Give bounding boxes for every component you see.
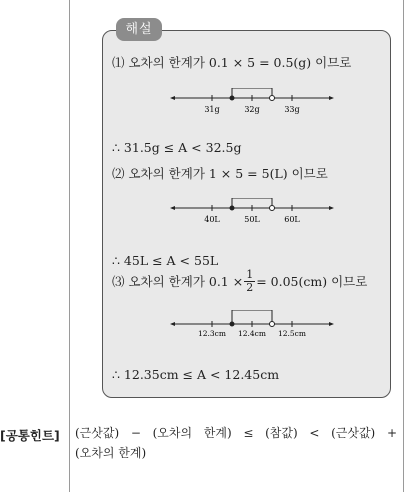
s1-tick-2: 33g <box>284 105 300 114</box>
s3-tick-1: 12.4cm <box>237 329 267 338</box>
s1-tick-1: 32g <box>244 105 260 114</box>
s3-tick-2: 12.5cm <box>277 329 307 338</box>
left-border <box>69 0 70 492</box>
hint-line-2: (오차의 한계) <box>75 446 147 460</box>
s3-fraction <box>244 269 255 294</box>
s1-result: ∴ 31.5g ≤ A < 32.5g <box>112 140 242 155</box>
number-line-2 <box>170 198 334 226</box>
s3-tick-0: 12.3cm <box>197 329 227 338</box>
s2-result: ∴ 45L ≤ A < 55L <box>112 253 219 268</box>
s3-frac-num: 1 <box>246 267 254 281</box>
s3-frac-den: 2 <box>246 280 254 294</box>
solution-tag: 해설 <box>116 18 162 41</box>
s3-result: ∴ 12.35cm ≤ A < 12.45cm <box>112 367 280 382</box>
s2-tick-0: 40L <box>204 215 220 224</box>
number-line-1 <box>170 88 334 116</box>
s2-tick-2: 60L <box>284 215 300 224</box>
s2-tick-1: 50L <box>244 215 260 224</box>
s3-title-b: = 0.05(cm) 이므로 <box>256 274 368 289</box>
number-line-3 <box>170 310 334 338</box>
hint-line-1: (근삿값) − (오차의 한계) ≤ (참값) < (근삿값) + <box>75 426 397 440</box>
s1-title: ⑴ 오차의 한계가 0.1 × 5 = 0.5(g) 이므로 <box>112 55 352 70</box>
hint-label: [공통힌트] <box>0 428 60 443</box>
s3-title-a: ⑶ 오차의 한계가 0.1 × <box>112 274 244 289</box>
s3-title <box>112 266 367 296</box>
s1-tick-0: 31g <box>204 105 220 114</box>
s2-title: ⑵ 오차의 한계가 1 × 5 = 5(L) 이므로 <box>112 166 328 181</box>
